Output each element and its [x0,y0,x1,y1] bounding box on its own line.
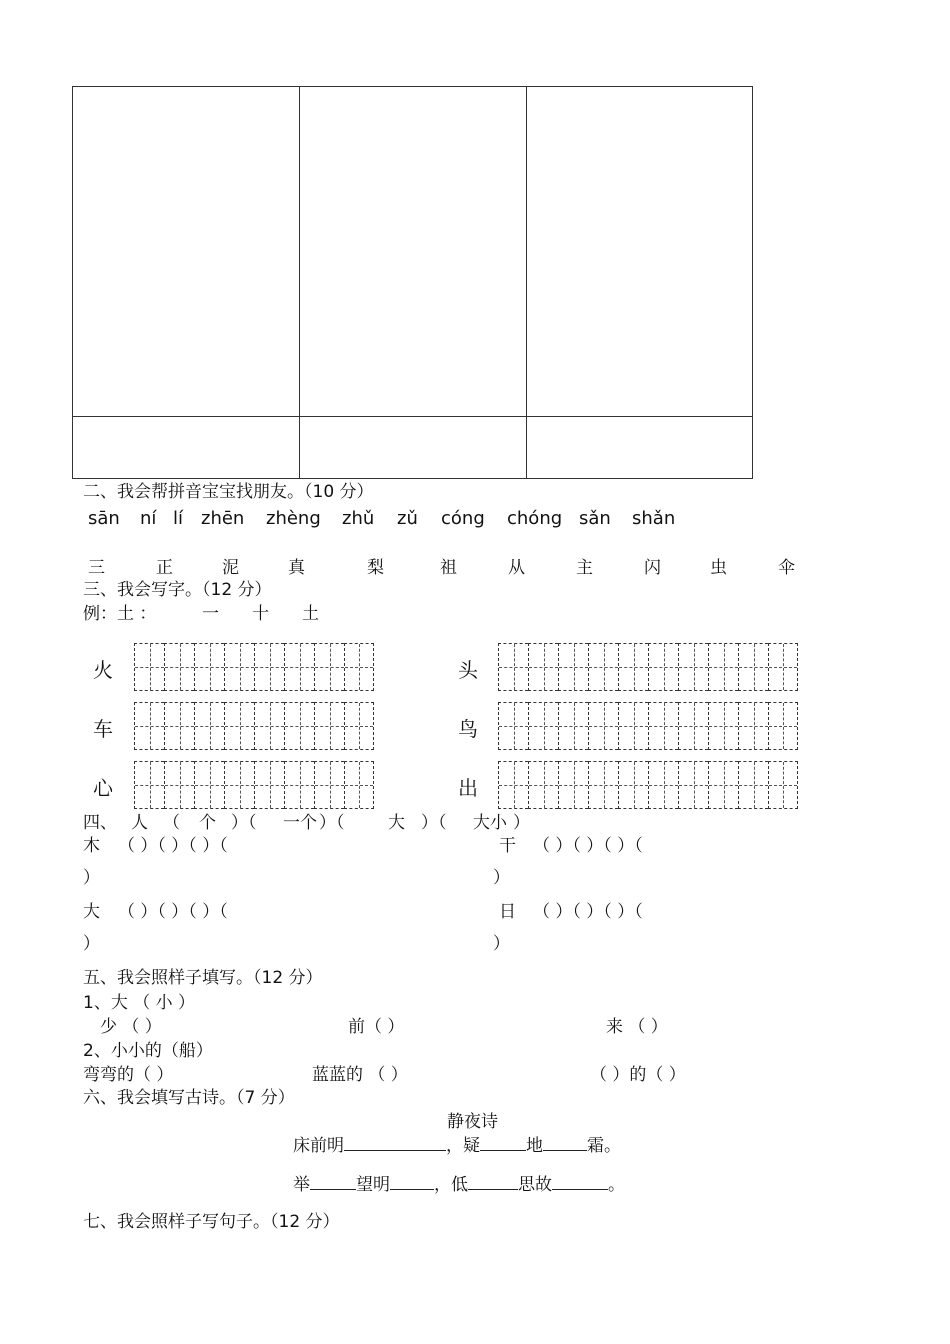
pinyin-item: zhēn [201,508,245,529]
write-char-left: 火 [93,658,113,682]
q4-row-char: 干 [499,836,516,856]
q4-token: ）（ [421,813,447,833]
poem-text: ，低 [434,1175,468,1195]
poem-blank[interactable] [390,1175,434,1190]
pinyin-item: ní [140,508,157,529]
poem-text: 地 [526,1136,543,1156]
q5-item[interactable]: 蓝蓝的 （ ） [312,1065,408,1085]
char-item: 从 [508,558,525,578]
poem-text: 。 [608,1175,625,1195]
char-item: 祖 [440,558,457,578]
q4-token: ） [513,813,530,833]
q5-example-1: 1、大 （ 小 ） [83,993,196,1013]
q4-paren-line[interactable]: （ ）（ ）（ ）（ [533,902,643,922]
pinyin-item: cóng [441,508,485,529]
q4-token: 人 [131,813,148,833]
poem-blank[interactable] [344,1136,446,1151]
q5-item[interactable]: 前（ ） [348,1017,405,1037]
pinyin-item: zhǔ [342,508,375,529]
q5-item[interactable]: 来 （ ） [606,1017,668,1037]
poem-line-2 [293,1175,625,1194]
q4-paren-line[interactable]: （ ）（ ）（ ）（ [118,902,228,922]
pinyin-item: shǎn [632,508,676,529]
example-label: 例：土 ： [83,604,157,624]
q5-item[interactable]: 少 （ ） [100,1017,162,1037]
write-char-left: 车 [93,717,113,741]
char-item: 主 [576,558,593,578]
poem-text: 举 [293,1175,310,1195]
char-item: 梨 [367,558,384,578]
table-row-divider [72,416,753,417]
q4-token: ）（ [319,813,345,833]
write-char-right: 头 [458,658,478,682]
char-item: 真 [288,558,305,578]
example-stroke: 一 [202,604,219,624]
poem-blank[interactable] [543,1136,587,1151]
q5-item[interactable]: 弯弯的（ ） [83,1065,174,1085]
writing-grid[interactable] [498,761,798,809]
write-char-right: 出 [458,776,478,800]
poem-text: ，疑 [446,1136,480,1156]
poem-text: 思故 [518,1175,552,1195]
pinyin-item: sǎn [579,508,611,529]
pinyin-item: sān [88,508,120,529]
char-item: 虫 [710,558,727,578]
q4-token: 个 [199,813,216,833]
drawing-table [72,86,753,479]
q4-close-paren: ） [493,868,510,888]
char-item: 三 [88,558,105,578]
q4-token: 大 [388,813,405,833]
q5-title: 五、我会照样子填写。（12 分） [83,968,323,988]
q4-token: ）（ [231,813,257,833]
poem-text: 霜。 [587,1136,621,1156]
writing-grid[interactable] [134,702,374,750]
char-item: 正 [156,558,173,578]
q4-row-char: 大 [83,902,100,922]
q5-example-2: 2、小小的（船） [83,1041,213,1061]
q4-close-paren: ） [83,868,100,888]
poem-text: 床前明 [293,1136,344,1156]
poem-line-1 [293,1136,621,1155]
char-item: 闪 [644,558,661,578]
pinyin-item: chóng [507,508,563,529]
q4-label: 四、 [83,813,117,833]
write-char-left: 心 [93,776,113,800]
writing-grid[interactable] [134,643,374,691]
q4-token: （ [163,813,180,833]
pinyin-item: lí [173,508,184,529]
q4-paren-line[interactable]: （ ）（ ）（ ）（ [533,836,643,856]
poem-blank[interactable] [552,1175,608,1190]
write-char-right: 鸟 [458,717,478,741]
poem-blank[interactable] [310,1175,356,1190]
poem-title: 静夜诗 [447,1112,498,1132]
q4-paren-line[interactable]: （ ）（ ）（ ）（ [118,836,228,856]
q4-token: 大小 [473,813,507,833]
poem-blank[interactable] [480,1136,526,1151]
q4-row-char: 木 [83,836,100,856]
char-item: 伞 [778,558,795,578]
q5-item[interactable]: （ ）的（ ） [590,1065,686,1085]
table-divider-1 [299,86,300,479]
q7-title: 七、我会照样子写句子。（12 分） [83,1212,340,1232]
writing-grid[interactable] [134,761,374,809]
example-stroke: 十 [252,604,269,624]
poem-blank[interactable] [468,1175,518,1190]
q4-close-paren: ） [493,934,510,954]
q4-close-paren: ） [83,934,100,954]
table-divider-2 [526,86,527,479]
writing-grid[interactable] [498,643,798,691]
pinyin-item: zǔ [397,508,418,529]
q3-title: 三、我会写字。（12 分） [83,580,272,600]
char-item: 泥 [222,558,239,578]
q4-token: 一个 [283,813,317,833]
example-stroke: 土 [302,604,319,624]
writing-grid[interactable] [498,702,798,750]
poem-text: 望明 [356,1175,390,1195]
q6-title: 六、我会填写古诗。（7 分） [83,1088,295,1108]
q2-title: 二、我会帮拼音宝宝找朋友。（10 分） [83,482,374,502]
q4-row-char: 日 [499,902,516,922]
pinyin-item: zhèng [266,508,321,529]
